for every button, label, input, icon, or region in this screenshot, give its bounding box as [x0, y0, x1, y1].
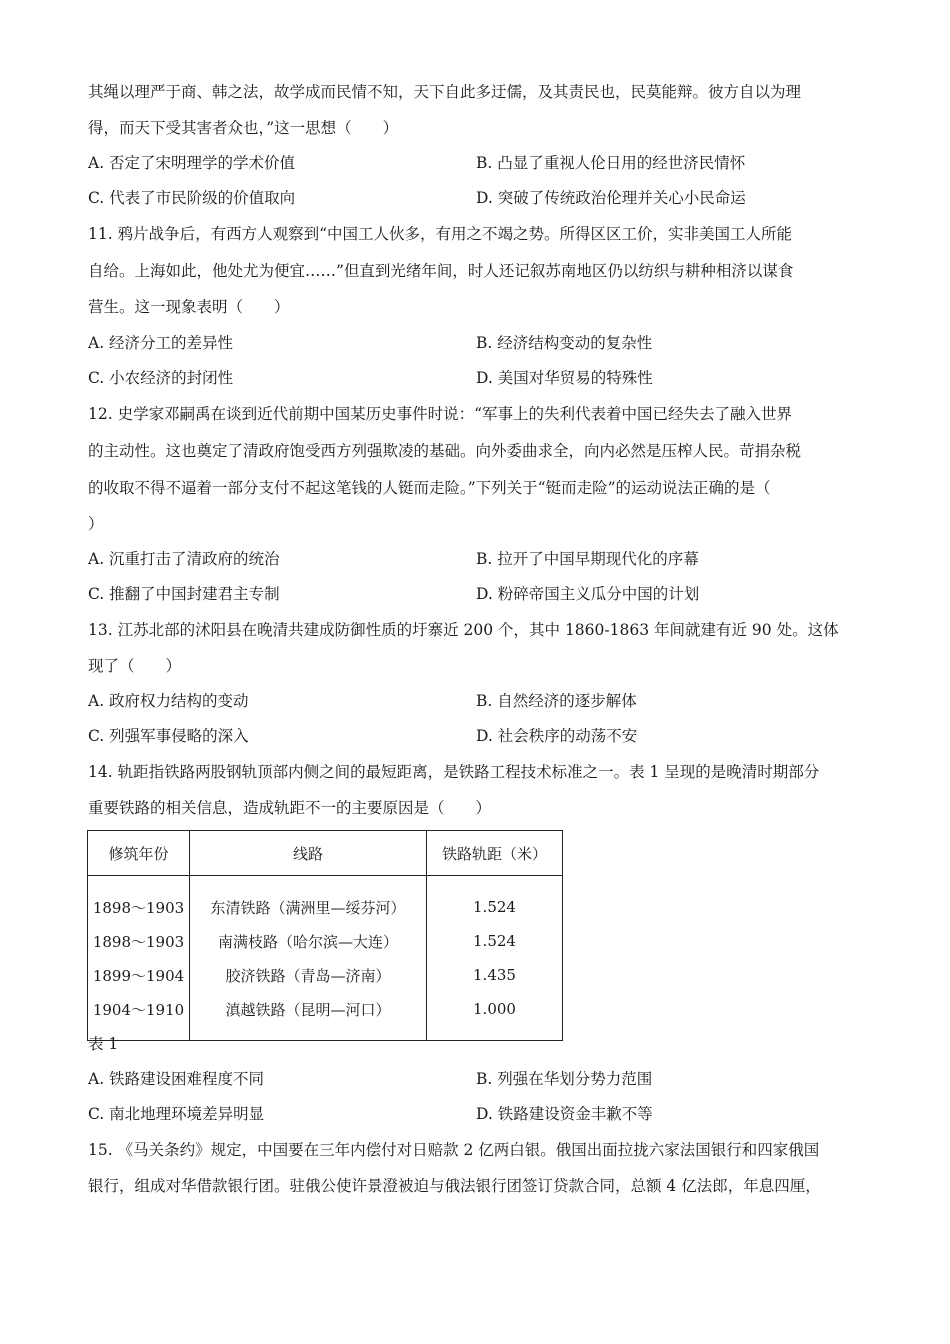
q11-option-c[interactable]: C. 小农经济的封闭性 — [88, 369, 234, 387]
q14-option-a[interactable]: A. 铁路建设困难程度不同 — [88, 1070, 265, 1088]
q13-line-2: 现了（ ） — [88, 657, 182, 675]
table-header-year: 修筑年份 — [88, 831, 190, 876]
q11-option-a[interactable]: A. 经济分工的差异性 — [88, 334, 234, 352]
q11-option-b[interactable]: B. 经济结构变动的复杂性 — [476, 334, 653, 352]
q12-option-c[interactable]: C. 推翻了中国封建君主专制 — [88, 585, 280, 603]
table-row — [88, 876, 563, 925]
q13-option-a[interactable]: A. 政府权力结构的变动 — [88, 692, 249, 710]
table-cell-route: 滇越铁路（昆明—河口） — [190, 992, 427, 1041]
q12-line-2: 的主动性。这也奠定了清政府饱受西方列强欺凌的基础。向外委曲求全，向内必然是压榨人民。苛捐杂税 — [88, 442, 802, 460]
q10-option-a[interactable]: A. 否定了宋明理学的学术价值 — [88, 154, 296, 172]
table-cell-year: 1899～1904 — [88, 958, 190, 992]
q15-line-1: 15. 《马关条约》规定，中国要在三年内偿付对日赔款 2 亿两白银。俄国出面拉拢六家法国银行和四家俄国 — [88, 1141, 820, 1159]
table-row — [88, 958, 563, 992]
q10-option-c[interactable]: C. 代表了市民阶级的价值取向 — [88, 189, 296, 207]
table-header-route: 线路 — [190, 831, 427, 876]
table-header-gauge: 铁路轨距（米） — [427, 831, 563, 876]
q13-line-1: 13. 江苏北部的沭阳县在晚清共建成防御性质的圩寨近 200 个，其中 1860-1863 年间就建有近 90 处。这体 — [88, 621, 839, 639]
table-header-row — [88, 831, 563, 876]
table-caption: 表 1 — [88, 1035, 119, 1053]
q12-option-a[interactable]: A. 沉重打击了清政府的统治 — [88, 550, 280, 568]
q14-option-d[interactable]: D. 铁路建设资金丰歉不等 — [476, 1105, 653, 1123]
q12-option-d[interactable]: D. 粉碎帝国主义瓜分中国的计划 — [476, 585, 700, 603]
q14-option-c[interactable]: C. 南北地理环境差异明显 — [88, 1105, 265, 1123]
table-row — [88, 992, 563, 1041]
table-row — [88, 924, 563, 958]
q15-line-2: 银行，组成对华借款银行团。驻俄公使许景澄被迫与俄法银行团签订贷款合同，总额 4 亿法郎，年息四厘， — [88, 1177, 821, 1195]
table-cell-year: 1898～1903 — [88, 924, 190, 958]
q11-line-1: 11. 鸦片战争后，有西方人观察到“中国工人伙多，有用之不竭之势。所得区区工价，实非美国工人所能 — [88, 225, 793, 243]
q12-line-1: 12. 史学家邓嗣禹在谈到近代前期中国某历史事件时说：“军事上的失利代表着中国已经失去了融入世界 — [88, 405, 793, 423]
q10-option-d[interactable]: D. 突破了传统政治伦理并关心小民命运 — [476, 189, 746, 207]
table-cell-gauge: 1.524 — [427, 876, 563, 925]
q13-option-d[interactable]: D. 社会秩序的动荡不安 — [476, 727, 638, 745]
q10-line-2: 得，而天下受其害者众也，”这一思想（ ） — [88, 119, 399, 137]
q11-line-3: 营生。这一现象表明（ ） — [88, 298, 290, 316]
q13-option-c[interactable]: C. 列强军事侵略的深入 — [88, 727, 249, 745]
q11-line-2: 自给。上海如此，他处尤为便宜……”但直到光绪年间，时人还记叙苏南地区仍以纺织与耕种相济以谋食 — [88, 262, 794, 280]
q11-option-d[interactable]: D. 美国对华贸易的特殊性 — [476, 369, 653, 387]
table-cell-route: 东清铁路（满洲里—绥芬河） — [190, 876, 427, 925]
q12-option-b[interactable]: B. 拉开了中国早期现代化的序幕 — [476, 550, 699, 568]
table-cell-route: 胶济铁路（青岛—济南） — [190, 958, 427, 992]
q14-line-1: 14. 轨距指铁路两股钢轨顶部内侧之间的最短距离，是铁路工程技术标准之一。表 1 呈现的是晚清时期部分 — [88, 763, 820, 781]
railway-gauge-table — [87, 830, 563, 1041]
q14-option-b[interactable]: B. 列强在华划分势力范围 — [476, 1070, 653, 1088]
table-cell-route: 南满枝路（哈尔滨—大连） — [190, 924, 427, 958]
q14-line-2: 重要铁路的相关信息，造成轨距不一的主要原因是（ ） — [88, 799, 492, 817]
q10-line-1: 其绳以理严于商、韩之法，故学成而民情不知，天下自此多迂儒，及其责民也，民莫能辩。彼方自以为理 — [88, 83, 802, 101]
q12-line-3: 的收取不得不逼着一部分支付不起这笔钱的人铤而走险。”下列关于“铤而走险”的运动说法正确的是（ — [88, 479, 771, 497]
table-cell-year: 1904～1910 — [88, 992, 190, 1041]
table-cell-gauge: 1.524 — [427, 924, 563, 958]
table-cell-gauge: 1.435 — [427, 958, 563, 992]
q12-line-4: ） — [88, 515, 104, 533]
table-cell-gauge: 1.000 — [427, 992, 563, 1041]
q13-option-b[interactable]: B. 自然经济的逐步解体 — [476, 692, 637, 710]
table-cell-year: 1898～1903 — [88, 876, 190, 925]
q10-option-b[interactable]: B. 凸显了重视人伦日用的经世济民情怀 — [476, 154, 746, 172]
